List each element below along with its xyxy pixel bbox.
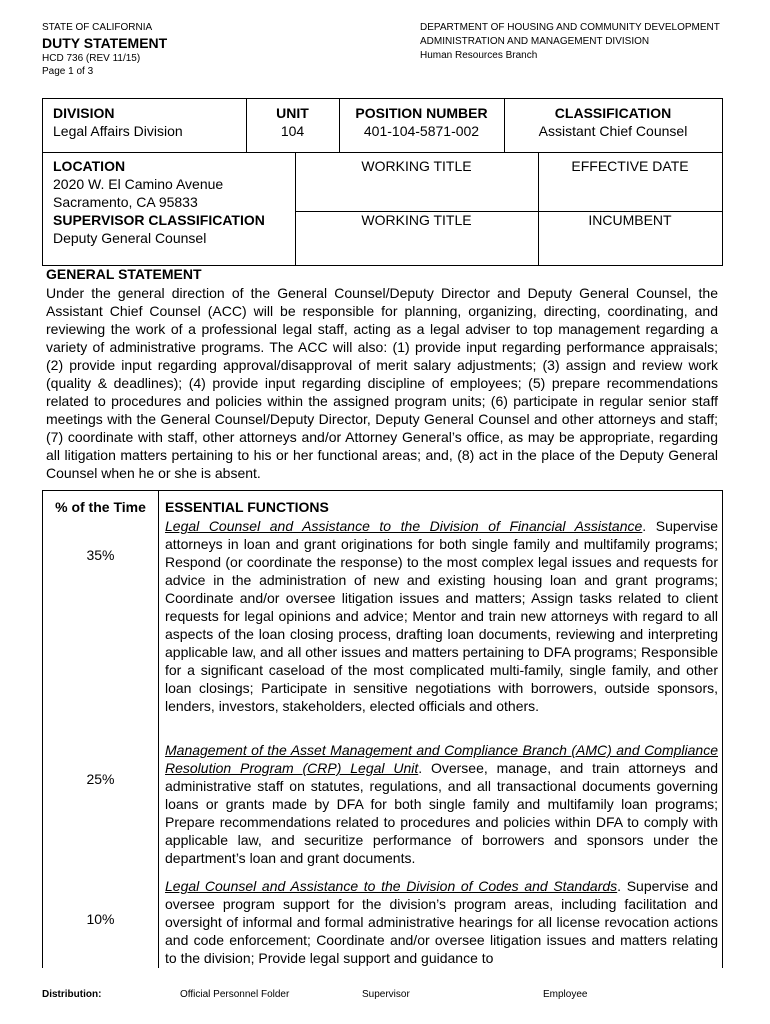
function-2-percent: 25% (86, 771, 115, 787)
function-3-percent: 10% (86, 911, 115, 927)
classification-value: Assistant Chief Counsel (538, 123, 688, 139)
page-number: Page 1 of 3 (42, 66, 94, 77)
division-label: DIVISION (53, 105, 115, 121)
location-cell (53, 157, 265, 247)
percent-time-header: % of the Time (55, 499, 146, 515)
function-1-text (165, 517, 718, 715)
incumbent-label: INCUMBENT (588, 212, 672, 228)
division-cell (53, 104, 183, 140)
location-line1: 2020 W. El Camino Avenue (53, 176, 224, 192)
division-value: Legal Affairs Division (53, 123, 183, 139)
supervisor-classification-label: SUPERVISOR CLASSIFICATION (53, 212, 265, 228)
unit-cell (246, 104, 339, 140)
function-2-text (165, 741, 718, 867)
distribution-supervisor: Supervisor (362, 989, 410, 1000)
function-3-heading: Legal Counsel and Assistance to the Division of Codes and Standards (165, 878, 618, 894)
unit-label: UNIT (276, 105, 309, 121)
essential-functions-header: ESSENTIAL FUNCTIONS (165, 499, 329, 515)
general-statement-body: Under the general direction of the General Counsel/Deputy Director and Deputy General Counsel, the Assistant Chief Counsel (ACC) will be responsible for planning, organizing, directing, coordinating, and reviewing the work of a professional legal staff, acting as a legal adviser to top management regarding a variety of administrative programs. The ACC will also: (1) provide input regarding performance appraisals; (2) provide input regarding approval/disapproval of merit salary adjustments; (3) assign and review work (quality & deadlines); (4) provide input regarding discipline of employees; (5) prepare recommendations related to procedures and policies within the assigned program units; (6) participate in regular senior staff meetings with the General Counsel/Deputy Director, Deputy General Counsel and other attorneys and staff; (7) coordinate with staff, other attorneys and/or Attorney General’s office, as may be appropriate, regarding all litigation matters pertaining to his or her functional areas; and, (8) act in the place of the Deputy General Counsel when he or she is absent. (46, 285, 718, 481)
distribution-label (42, 989, 101, 1000)
classification-label: CLASSIFICATION (554, 105, 672, 121)
location-label: LOCATION (53, 158, 126, 174)
effective-date-label: EFFECTIVE DATE (571, 158, 689, 174)
position-number-label: POSITION NUMBER (355, 105, 488, 121)
location-line2: Sacramento, CA 95833 (53, 194, 198, 210)
position-number-cell (339, 104, 504, 140)
function-3-body: . Supervise and oversee program support for the division’s program areas, including facilitation and oversight of informal and formal administrative hearings for all license revocation actions and code enforcement; Coordinate and/or oversee litigation issues and matters relating to the division; Provide legal support and guidance to (165, 878, 718, 966)
distribution-personnel-folder: Official Personnel Folder (180, 989, 290, 1000)
state-label: STATE OF CALIFORNIA (42, 22, 153, 33)
classification-cell (504, 104, 722, 140)
form-number: HCD 736 (REV 11/15) (42, 53, 141, 64)
header-left (42, 21, 167, 78)
supervisor-classification-value: Deputy General Counsel (53, 230, 207, 246)
working-title-label-2: WORKING TITLE (361, 212, 472, 228)
essential-functions-table (42, 490, 723, 968)
division-name: ADMINISTRATION AND MANAGEMENT DIVISION (420, 36, 650, 47)
function-1-heading: Legal Counsel and Assistance to the Division of Financial Assistance (165, 518, 643, 534)
position-number-value: 401-104-5871-002 (363, 123, 480, 139)
function-1-body: . Supervise attorneys in loan and grant originations for both single family and multifamily programs; Respond (or coordinate the response) to the most complex legal issues and requests for advice in the administration of new and existing housing loan and grant programs; Coordinate and/or oversee litigation issues and matters; Assign tasks related to client requests for legal opinions and advice; Mentor and train new attorneys with regard to all aspects of the loan closing process, drafting loan documents, reviewing and interpreting applicable law, and all other issues and matters pertaining to DFA programs; Responsible for a significant caseload of the most complicated multi-family, single family, and other loan closings; Participate in sensitive negotiations with borrowers, outside sponsors, lenders, investors, stakeholders, elected officials and others. (165, 518, 718, 714)
function-3-text (165, 877, 718, 967)
distribution-employee: Employee (543, 989, 588, 1000)
header-right (420, 21, 720, 63)
working-title-label: WORKING TITLE (361, 158, 472, 174)
branch-name: Human Resources Branch (420, 50, 538, 61)
distribution-label-text: Distribution: (42, 989, 102, 1000)
function-2-body: . Oversee, manage, and train attorneys and administrative staff on statutes, regulations, and all transactional documents governing loans or grants made by DFA for both single family and multifamily loan programs; Prepare recommendations related to procedures and policies within DFA to comply with applicable law, and securitize performance of borrowers and sponsors under the department’s loan and grant documents. (165, 760, 718, 866)
unit-value: 104 (280, 123, 305, 139)
function-1-percent: 35% (86, 547, 115, 563)
document-title: DUTY STATEMENT (42, 35, 168, 51)
department-name: DEPARTMENT OF HOUSING AND COMMUNITY DEVELOPMENT (420, 22, 720, 33)
general-statement-title: GENERAL STATEMENT (46, 266, 202, 282)
function-2-heading: Management of the Asset Management and Compliance Branch (AMC) and Compliance Resolution Program (CRP) Legal Unit (165, 742, 718, 776)
position-info-table (42, 98, 723, 266)
